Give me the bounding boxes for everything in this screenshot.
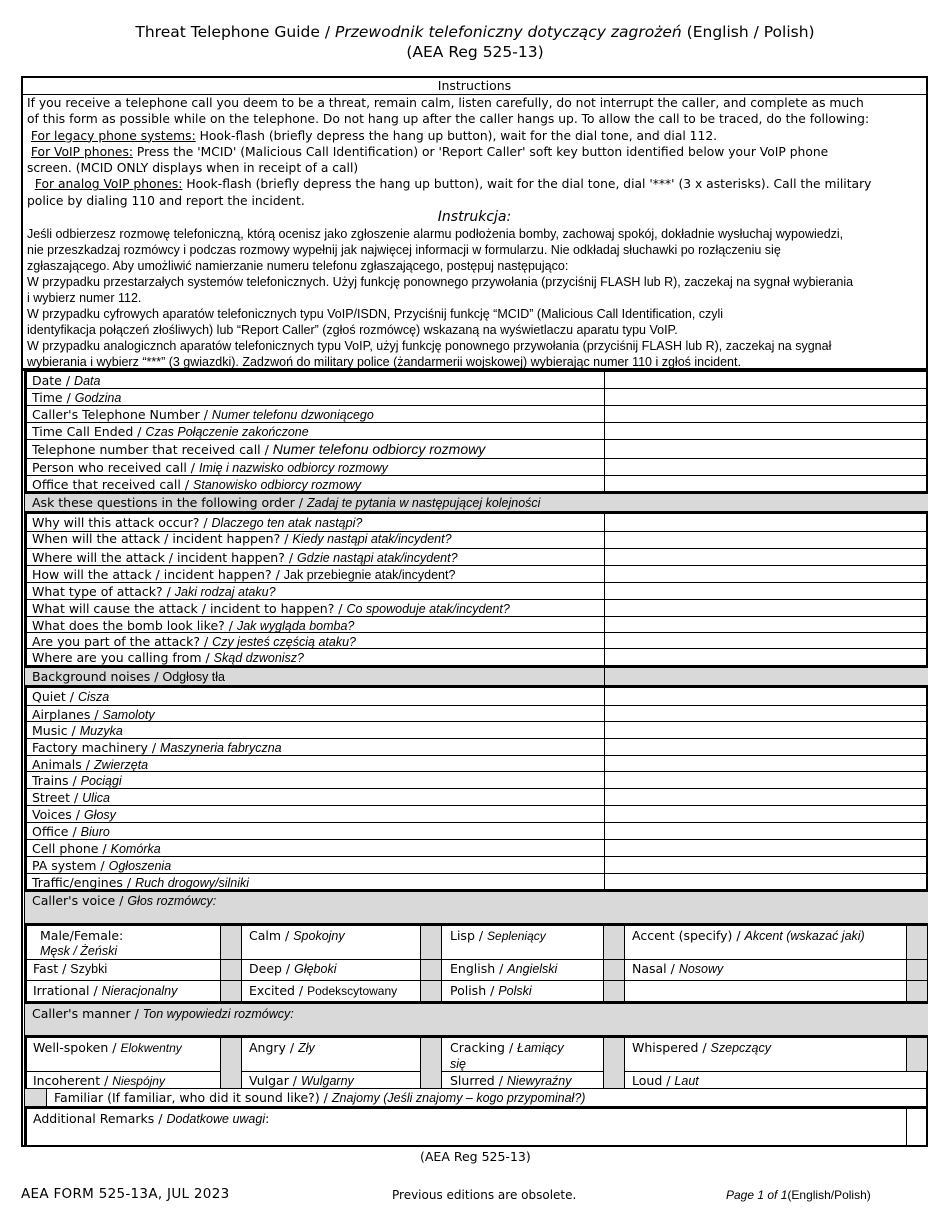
noise-animals[interactable]: Animals / Zwierzęta bbox=[25, 755, 928, 771]
question-when[interactable]: When will the attack / incident happen? / Kiedy nastąpi atak/incydent? bbox=[25, 531, 928, 548]
question-bomb-look[interactable]: What does the bomb look like? / Jak wygląda bomba? bbox=[25, 616, 928, 632]
manner-incoherent[interactable]: Incoherent / Niespójny bbox=[33, 1073, 165, 1088]
voice-english[interactable]: English / Angielski bbox=[450, 961, 558, 976]
checkbox-column bbox=[603, 926, 625, 1002]
voice-irrational[interactable]: Irrational / Nieracjonalny bbox=[33, 983, 178, 998]
voice-lisp[interactable]: Lisp / Sepleniący bbox=[450, 928, 546, 943]
instr-pl-line: zgłaszającego. Aby umożliwić namierzanie numeru telefonu zgłaszającego, postępuj następująco: bbox=[27, 259, 569, 274]
voice-header: Caller's voice / Głos rozmówcy: bbox=[25, 892, 928, 924]
noises-header: Background noises / Odgłosy tła bbox=[25, 668, 928, 686]
question-part-of[interactable]: Are you part of the attack? / Czy jesteś częścią ataku? bbox=[25, 632, 928, 648]
instructions-section bbox=[23, 78, 926, 370]
field-receiving-number[interactable]: Telephone number that received call / Numer telefonu odbiorcy rozmowy bbox=[25, 439, 928, 458]
page-title: Threat Telephone Guide / Przewodnik telefoniczny dotyczący zagrożeń (English / Polish) bbox=[135, 23, 815, 41]
noise-trains[interactable]: Trains / Pociągi bbox=[25, 771, 928, 788]
voice-male-female[interactable]: Male/Female: Męsk / Żeński bbox=[40, 928, 124, 958]
instr-voip: For VoIP phones: Press the 'MCID' (Malicious Call Identification) or 'Report Caller' soft key button identified below your VoIP phone bbox=[30, 144, 829, 159]
questions-header: Ask these questions in the following order / Zadaj te pytania w następującej kolejności bbox=[25, 494, 928, 512]
obsolete-note: Previous editions are obsolete. bbox=[392, 1188, 577, 1202]
noise-street[interactable]: Street / Ulica bbox=[25, 788, 928, 805]
field-office[interactable]: Office that received call / Stanowisko odbiorcy rozmowy bbox=[25, 475, 928, 492]
voice-excited[interactable]: Excited / Podekscytowany bbox=[249, 983, 398, 998]
instr-analog: For analog VoIP phones: Hook-flash (briefly depress the hang up button), wait for the dial tone, dial '***' (3 x asterisks). Call the military bbox=[34, 177, 872, 192]
grid-line bbox=[220, 980, 625, 981]
instr-pl-line: nie przeszkadzaj rozmówcy i podczas rozmowy wypełnij jak najwięcej informacji w formularzu. Nie odkładaj słuchawki po rozłączeniu się bbox=[27, 243, 781, 258]
instr-legacy: For legacy phone systems: Hook-flash (briefly depress the hang up button), wait for the dial tone, and dial 112. bbox=[30, 128, 718, 143]
question-why[interactable]: Why will this attack occur? / Dlaczego ten atak nastąpi? bbox=[25, 514, 928, 531]
instr-voip-2: screen. (MCID ONLY displays when in receipt of a call) bbox=[27, 161, 359, 176]
checkbox-nasal[interactable] bbox=[906, 960, 928, 980]
instructions-pl-heading: Instrukcja: bbox=[437, 209, 512, 226]
noise-music[interactable]: Music / Muzyka bbox=[25, 721, 928, 738]
question-type[interactable]: What type of attack? / Jaki rodzaj ataku? bbox=[25, 582, 928, 599]
instr-pl-line: W przypadku cyfrowych aparatów telefonicznych typu VoIP/ISDN, Przyciśnij funkcję “MCID” (Malicious Call Identification, czyli bbox=[27, 307, 724, 322]
checkbox-column bbox=[603, 1038, 625, 1088]
instr-pl-line: wybierania i wybierz “***” (3 gwiazdki). Zadzwoń do military police (żandarmerii wojskowej) wybierając numer 110 i zgłoś incident. bbox=[27, 355, 741, 370]
noise-office[interactable]: Office / Biuro bbox=[25, 822, 928, 839]
voice-accent[interactable]: Accent (specify) / Akcent (wskazać jaki) bbox=[632, 928, 865, 943]
noise-quiet[interactable]: Quiet / Cisza bbox=[25, 688, 928, 705]
field-caller-number[interactable]: Caller's Telephone Number / Numer telefonu dzwoniącego bbox=[25, 405, 928, 422]
form-number: AEA FORM 525-13A, JUL 2023 bbox=[21, 1186, 230, 1202]
field-date[interactable]: Date / Data bbox=[25, 371, 928, 388]
checkbox-column bbox=[220, 1038, 242, 1088]
divider bbox=[24, 923, 928, 926]
instructions-heading: Instructions bbox=[23, 78, 926, 95]
voice-deep[interactable]: Deep / Głęboki bbox=[249, 961, 337, 976]
manner-cracking[interactable]: Cracking / Łamiący się bbox=[450, 1040, 564, 1071]
additional-remarks-field[interactable] bbox=[25, 1108, 905, 1144]
remarks-border bbox=[906, 1108, 907, 1146]
checkbox-blank[interactable] bbox=[906, 981, 928, 1002]
voice-polish[interactable]: Polish / Polski bbox=[450, 983, 532, 998]
instr-pl-line: W przypadku analogicznch aparatów telefonicznych typu VoIP, użyj funkcję ponownego przywołania (przyciśnij FLASH lub R), zaczekaj na sygnał bbox=[27, 339, 832, 354]
checkbox-familiar[interactable] bbox=[25, 1089, 47, 1106]
field-time-ended[interactable]: Time Call Ended / Czas Połączenie zakończone bbox=[25, 422, 928, 439]
checkbox-whispered[interactable] bbox=[906, 1038, 928, 1071]
instr-pl-line: Jeśli odbierzesz rozmowę telefoniczną, którą ocenisz jako zgłoszenie alarmu podłożenia bomby, zachowaj spokój, dokładnie wysłuchaj wypowiedzi, bbox=[27, 227, 844, 242]
manner-well-spoken[interactable]: Well-spoken / Elokwentny bbox=[33, 1040, 182, 1055]
checkbox-column bbox=[220, 926, 242, 1002]
noise-pa-system[interactable]: PA system / Ogłoszenia bbox=[25, 856, 928, 873]
manner-angry[interactable]: Angry / Zły bbox=[249, 1040, 315, 1055]
manner-vulgar[interactable]: Vulgar / Wulgarny bbox=[249, 1073, 354, 1088]
noise-voices[interactable]: Voices / Głosy bbox=[25, 805, 928, 822]
footer-reg: (AEA Reg 525-13) bbox=[420, 1149, 531, 1164]
voice-calm[interactable]: Calm / Spokojny bbox=[249, 928, 345, 943]
instr-analog-2: police by dialing 110 and report the incident. bbox=[27, 193, 305, 208]
manner-slurred[interactable]: Slurred / Niewyraźny bbox=[450, 1073, 572, 1088]
instr-en-line: of this form as possible while on the telephone. Do not hang up after the caller hangs up. To allow the call to be traced, do the following: bbox=[27, 112, 870, 127]
noise-traffic[interactable]: Traffic/engines / Ruch drogowy/silniki bbox=[25, 873, 928, 890]
manner-header: Caller's manner / Ton wypowiedzi rozmówcy: bbox=[25, 1004, 928, 1036]
page-number: Page 1 of 1(English/Polish) bbox=[726, 1188, 871, 1202]
question-how[interactable]: How will the attack / incident happen? / Jak przebiegnie atak/incydent? bbox=[25, 565, 928, 582]
question-cause[interactable]: What will cause the attack / incident to happen? / Co spowoduje atak/incydent? bbox=[25, 599, 928, 616]
instr-pl-line: i wybierz numer 112. bbox=[27, 291, 142, 306]
checkbox-column bbox=[420, 926, 442, 1002]
divider bbox=[24, 1035, 928, 1038]
checkbox-column bbox=[420, 1038, 442, 1088]
field-time[interactable]: Time / Godzina bbox=[25, 388, 928, 405]
manner-whispered[interactable]: Whispered / Szepczący bbox=[632, 1040, 771, 1055]
field-person[interactable]: Person who received call / Imię i nazwisko odbiorcy rozmowy bbox=[25, 458, 928, 475]
instr-pl-line: W przypadku przestarzałych systemów telefonicznych. Użyj funkcję ponownego przywołania (przyciśnij FLASH lub R), zaczekaj na sygnał wybierania bbox=[27, 275, 854, 290]
checkbox-accent[interactable] bbox=[906, 926, 928, 959]
noise-cell-phone[interactable]: Cell phone / Komórka bbox=[25, 839, 928, 856]
instr-en-line: If you receive a telephone call you deem to be a threat, remain calm, listen carefully, do not interrupt the caller, and complete as much bbox=[27, 96, 864, 110]
voice-fast[interactable]: Fast / Szybki bbox=[33, 961, 108, 976]
manner-familiar[interactable]: Familiar (If familiar, who did it sound like?) / Znajomy (Jeśli znajomy – kogo przypominał?) bbox=[54, 1090, 586, 1105]
noise-factory[interactable]: Factory machinery / Maszyneria fabryczna bbox=[25, 738, 928, 755]
page-subtitle: (AEA Reg 525-13) bbox=[406, 43, 544, 61]
question-where[interactable]: Where will the attack / incident happen? / Gdzie nastąpi atak/incydent? bbox=[25, 548, 928, 565]
question-calling-from[interactable]: Where are you calling from / Skąd dzwonisz? bbox=[25, 648, 928, 666]
instr-pl-line: identyfikacja połączeń złośliwych) lub “Report Caller” (zgłoś rozmówcę) wskazaną na wyświetlaczu aparatu typu VoIP. bbox=[27, 323, 678, 338]
grid-line bbox=[220, 959, 625, 960]
additional-remarks-label: Additional Remarks / Dodatkowe uwagi: bbox=[33, 1111, 270, 1126]
manner-loud[interactable]: Loud / Laut bbox=[632, 1073, 699, 1088]
voice-nasal[interactable]: Nasal / Nosowy bbox=[632, 961, 724, 976]
noise-airplanes[interactable]: Airplanes / Samoloty bbox=[25, 705, 928, 721]
